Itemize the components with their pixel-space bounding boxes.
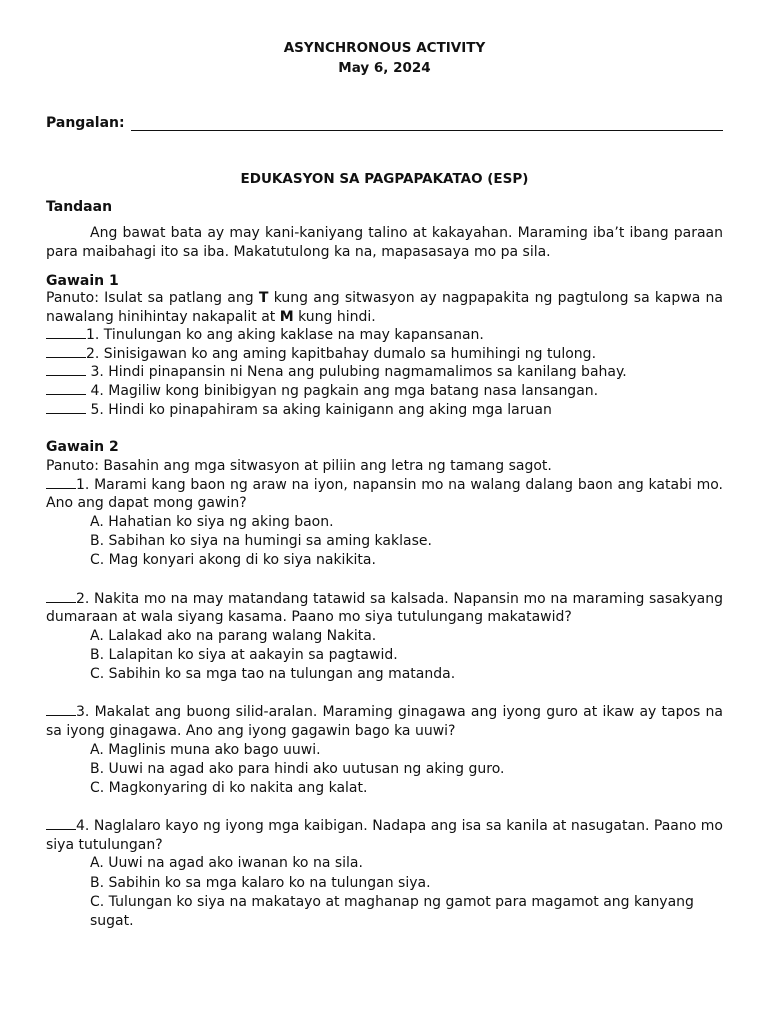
gawain2-question — [46, 817, 723, 854]
tandaan-heading: Tandaan — [46, 199, 113, 215]
name-row — [46, 115, 723, 131]
gawain2-question — [46, 590, 723, 627]
question-text: 2. Nakita mo na may matandang tatawid sa kalsada. Napansin mo na maraming sasakyang dumaraan at wala siyang kasama. Paano mo siya tutulungang makatawid? — [46, 590, 723, 626]
answer-blank[interactable] — [46, 590, 76, 603]
option-b: B. Lalapitan ko siya at aakayin sa pagtawid. — [90, 646, 398, 663]
subject-title: EDUKASYON SA PAGPAPAKATAO (ESP) — [240, 171, 529, 187]
gawain1-panuto-t: T — [258, 290, 269, 306]
gawain1-item — [46, 363, 723, 382]
gawain2-question — [46, 703, 723, 740]
answer-blank[interactable] — [46, 476, 76, 489]
gawain1-item-text: 1. Tinulungan ko ang aking kaklase na may kapansanan. — [86, 327, 484, 344]
option-b: B. Uuwi na agad ako para hindi ako uutusan ng aking guro. — [90, 760, 505, 777]
option-c: C. Mag konyari akong di ko siya nakikita. — [90, 552, 376, 569]
option-a: A. Hahatian ko siya ng aking baon. — [90, 513, 334, 530]
gawain1-item-text: 3. Hindi pinapansin ni Nena ang pulubing nagmamalimos sa kanilang bahay. — [86, 364, 627, 381]
name-label: Pangalan: — [46, 115, 125, 131]
option-c: C. Magkonyaring di ko nakita ang kalat. — [90, 779, 368, 796]
gawain1-item — [46, 382, 723, 401]
question-text: 4. Naglalaro kayo ng iyong mga kaibigan. Nadapa ang isa sa kanila at nasugatan. Paano mo siya tutulungan? — [46, 818, 723, 853]
tandaan-text: Ang bawat bata ay may kani-kaniyang talino at kakayahan. Maraming iba’t ibang paraan para maibahagi ito sa iba. Makatutulong ka na, mapasasaya mo pa sila. — [46, 225, 723, 260]
gawain1-item-text: 5. Hindi ko pinapahiram sa aking kainigann ang aking mga laruan — [86, 401, 552, 418]
answer-blank[interactable] — [46, 345, 86, 358]
answer-blank[interactable] — [46, 817, 76, 830]
answer-blank[interactable] — [46, 363, 86, 376]
gawain1-item — [46, 345, 723, 364]
gawain1-item-text: 2. Sinisigawan ko ang aming kapitbahay dumalo sa humihingi ng tulong. — [86, 345, 597, 362]
option-b: B. Sabihin ko sa mga kalaro ko na tulungan siya. — [90, 874, 431, 891]
name-blank-line[interactable] — [131, 118, 723, 131]
answer-blank[interactable] — [46, 401, 86, 414]
section-gap — [46, 419, 723, 437]
worksheet-page — [46, 38, 723, 931]
gawain1-panuto-m: M — [279, 308, 294, 325]
option-c: C. Sabihin ko sa mga tao na tulungan ang matanda. — [90, 666, 456, 683]
gawain2-instructions: Panuto: Basahin ang mga sitwasyon at piliin ang letra ng tamang sagot. — [46, 458, 552, 475]
option-a: A. Uuwi na agad ako iwanan ko na sila. — [90, 855, 363, 872]
gawain2-heading: Gawain 2 — [46, 439, 119, 456]
option-b: B. Sabihan ko siya na humingi sa aming kaklase. — [90, 533, 432, 550]
gawain2-question — [46, 476, 723, 513]
gawain1-item — [46, 401, 723, 420]
gawain1-heading: Gawain 1 — [46, 273, 119, 289]
answer-blank[interactable] — [46, 703, 76, 716]
answer-blank[interactable] — [46, 326, 86, 339]
activity-title: ASYNCHRONOUS ACTIVITY — [283, 40, 486, 56]
activity-date: May 6, 2024 — [338, 60, 431, 76]
question-text: 3. Makalat ang buong silid-aralan. Maraming ginagawa ang iyong guro at ikaw ay tapos na sa iyong ginagawa. Ano ang iyong gagawin bago ka uuwi? — [46, 704, 723, 739]
gawain1-panuto-b: kung ang sitwasyon ay nagpapakita ng pagtulong sa kapwa na nawalang hinihintay nakapalit at — [46, 290, 723, 325]
gawain1-instructions — [46, 289, 723, 326]
gawain1-panuto-a: Panuto: Isulat sa patlang ang — [46, 290, 259, 306]
gawain1-item-text: 4. Magiliw kong binibigyan ng pagkain ang mga batang nasa lansangan. — [86, 382, 599, 399]
question-text: 1. Marami kang baon ng araw na iyon, napansin mo na walang dalang baon ang katabi mo. Ano ang dapat mong gawin? — [46, 476, 723, 512]
gawain1-item — [46, 326, 723, 345]
option-c: C. Tulungan ko siya na makatayo at maghanap ng gamot para magamot ang kanyang sugat. — [90, 893, 694, 929]
option-a: A. Maglinis muna ako bago uuwi. — [90, 741, 321, 758]
answer-blank[interactable] — [46, 382, 86, 395]
option-a: A. Lalakad ako na parang walang Nakita. — [90, 627, 377, 644]
gawain1-panuto-c: kung hindi. — [293, 308, 376, 325]
